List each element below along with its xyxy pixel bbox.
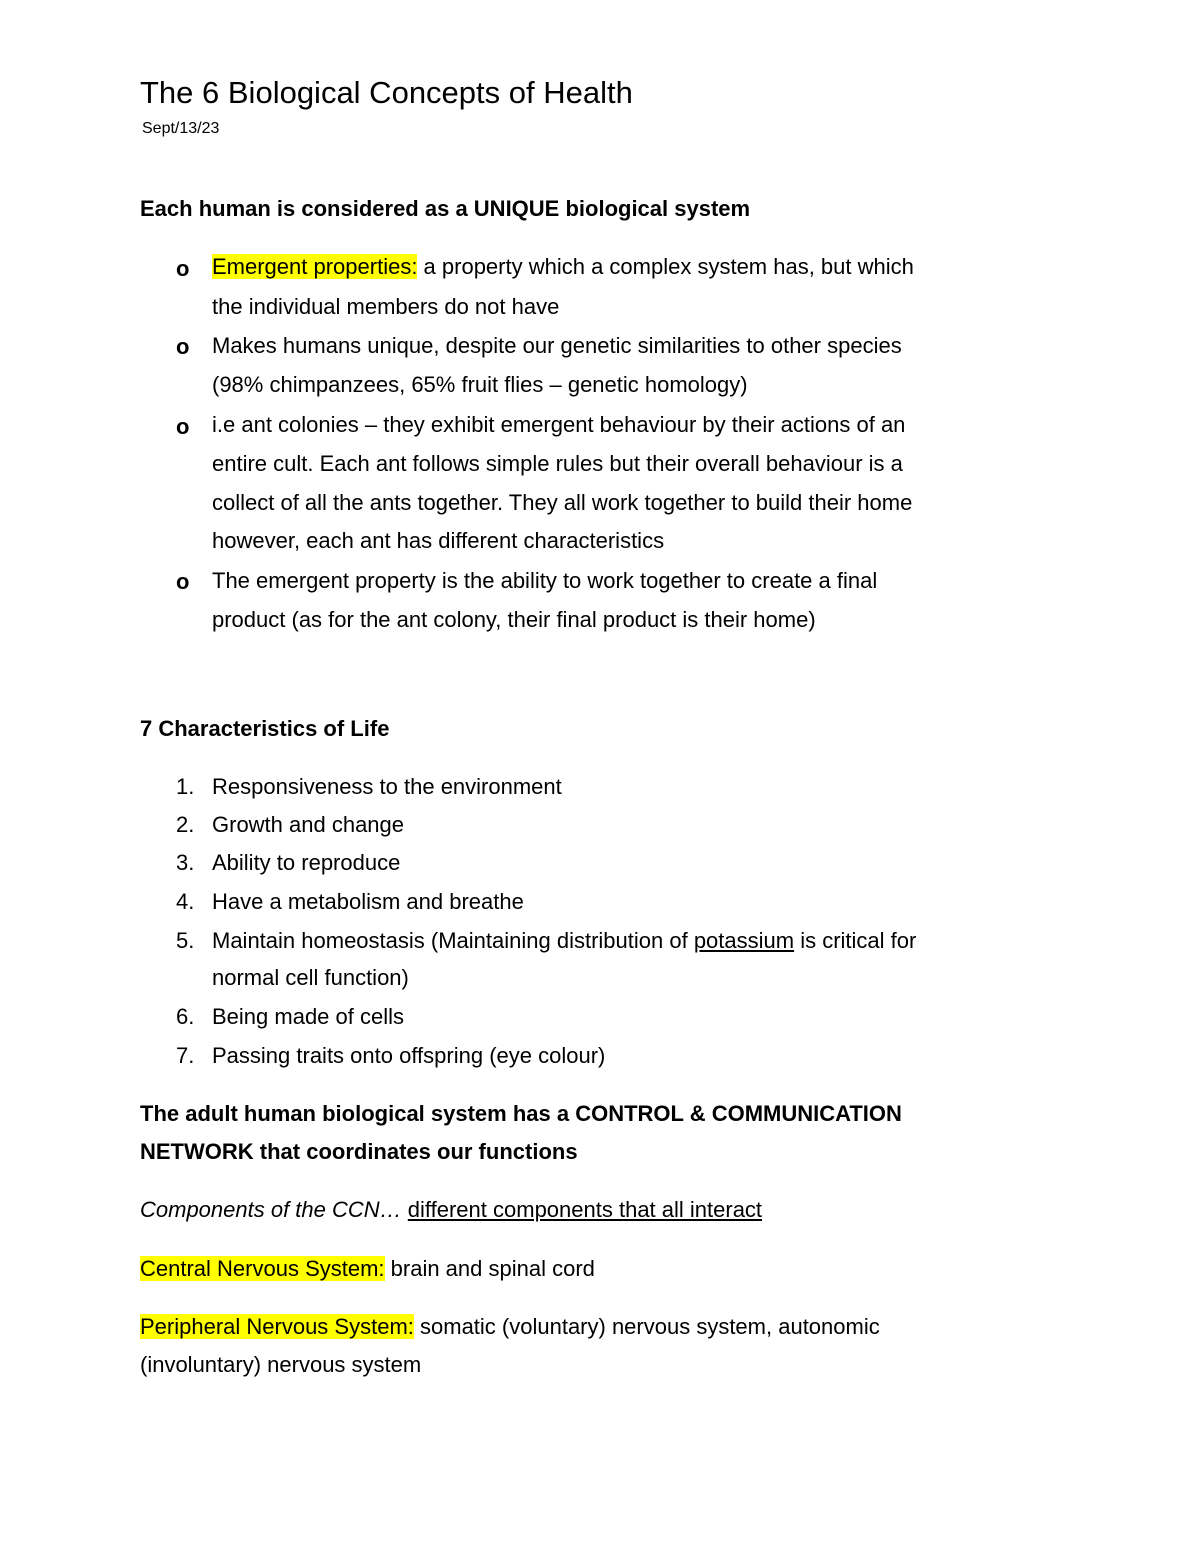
- bullet-marker: o: [176, 334, 190, 359]
- bullet-line: [212, 252, 914, 282]
- bullet-line: however, each ant has different characteristics: [212, 528, 665, 553]
- list-number: 7.: [176, 1043, 195, 1068]
- bullet-marker: o: [176, 569, 190, 594]
- bullet-line: the individual members do not have: [212, 294, 560, 319]
- list-number: 3.: [176, 850, 195, 875]
- cns-description: brain and spinal cord: [384, 1256, 595, 1281]
- bullet-marker: o: [176, 414, 190, 439]
- list-number: 1.: [176, 774, 195, 799]
- list-item: Ability to reproduce: [212, 850, 401, 875]
- bullet-line: entire cult. Each ant follows simple rules but their overall behaviour is a: [212, 451, 903, 476]
- pns-line-continuation: (involuntary) nervous system: [140, 1352, 422, 1377]
- highlighted-term: Emergent properties:: [212, 254, 418, 279]
- pns-description: somatic (voluntary) nervous system, autonomic: [413, 1314, 880, 1339]
- section-heading-characteristics: 7 Characteristics of Life: [140, 716, 390, 741]
- pns-line: [140, 1312, 880, 1342]
- list-item: Have a metabolism and breathe: [212, 889, 524, 914]
- section-heading-ccn-continuation: NETWORK that coordinates our functions: [140, 1139, 578, 1164]
- bullet-line: (98% chimpanzees, 65% fruit flies – genetic homology): [212, 372, 748, 397]
- list-item: Being made of cells: [212, 1004, 404, 1029]
- list-number: 2.: [176, 812, 195, 837]
- list-number: 6.: [176, 1004, 195, 1029]
- bullet-marker: o: [176, 256, 190, 281]
- bullet-line: i.e ant colonies – they exhibit emergent behaviour by their actions of an: [212, 412, 906, 437]
- list-item: Passing traits onto offspring (eye colour): [212, 1043, 606, 1068]
- cns-line: [140, 1254, 595, 1284]
- section-heading-unique-system: Each human is considered as a UNIQUE biological system: [140, 196, 751, 221]
- document-date: Sept/13/23: [142, 120, 220, 137]
- components-description: different components that all interact: [407, 1197, 763, 1222]
- list-number: 5.: [176, 928, 195, 953]
- list-item: Responsiveness to the environment: [212, 774, 562, 799]
- highlighted-term: Peripheral Nervous System:: [140, 1314, 414, 1339]
- section-heading-ccn: The adult human biological system has a CONTROL & COMMUNICATION: [140, 1101, 902, 1126]
- list-item: [212, 926, 916, 956]
- underlined-term: potassium: [693, 928, 795, 953]
- list-item-continuation: normal cell function): [212, 965, 409, 990]
- list-item-text: Maintain homeostasis (Maintaining distribution of: [212, 928, 694, 953]
- document-title: The 6 Biological Concepts of Health: [140, 75, 633, 110]
- list-number: 4.: [176, 889, 195, 914]
- list-item: Growth and change: [212, 812, 405, 837]
- components-label: Components of the CCN…: [140, 1197, 402, 1222]
- bullet-line: product (as for the ant colony, their final product is their home): [212, 607, 816, 632]
- list-item-text: is critical for: [794, 928, 917, 953]
- bullet-line: The emergent property is the ability to work together to create a final: [212, 568, 878, 593]
- bullet-line: Makes humans unique, despite our genetic similarities to other species: [212, 333, 902, 358]
- components-line: [140, 1195, 762, 1225]
- highlighted-term: Central Nervous System:: [140, 1256, 385, 1281]
- bullet-line: collect of all the ants together. They all work together to build their home: [212, 490, 913, 515]
- bullet-text: a property which a complex system has, but which: [417, 254, 914, 279]
